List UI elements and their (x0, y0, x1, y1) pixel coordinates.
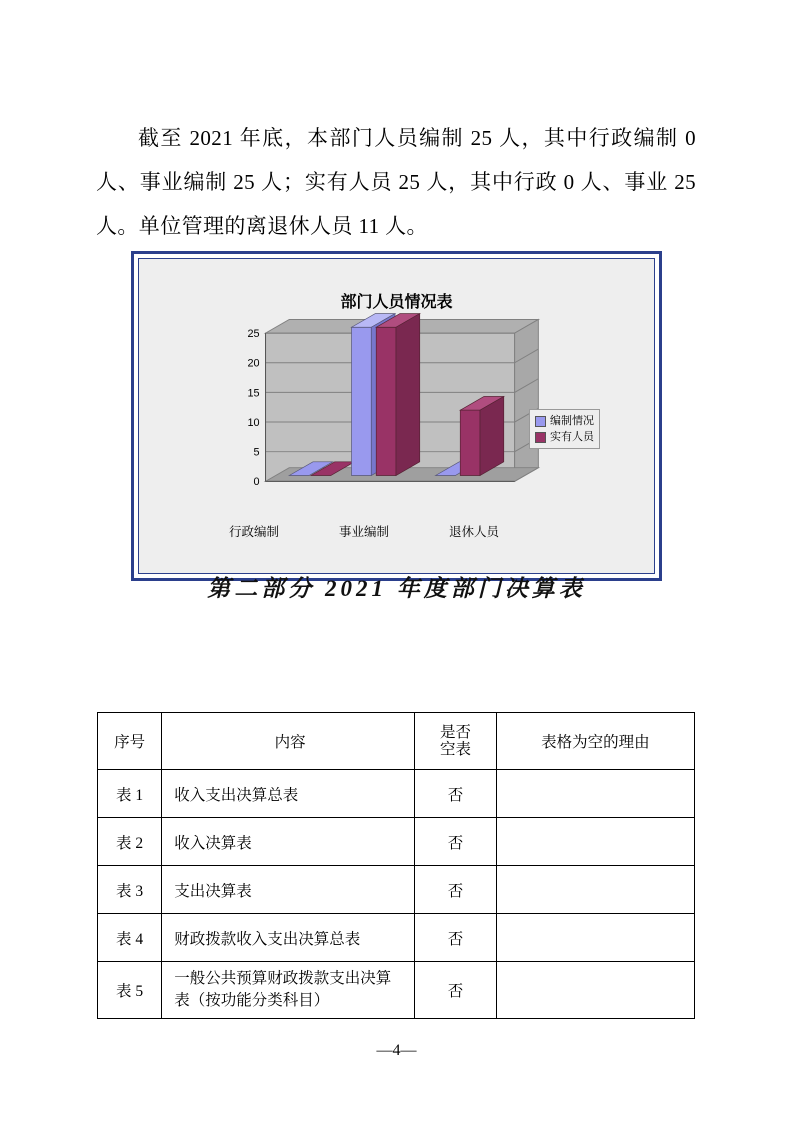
row-no: 表 5 (98, 962, 162, 1019)
table-header-row (98, 713, 695, 770)
row-content: 财政拨款收入支出决算总表 (162, 914, 415, 962)
category-label-1: 事业编制 (338, 525, 389, 539)
row-is-empty: 否 (415, 818, 497, 866)
row-reason (496, 914, 694, 962)
header-content: 内容 (162, 713, 415, 770)
legend-label: 实有人员 (550, 431, 594, 443)
header-is-empty (415, 713, 497, 770)
header-reason: 表格为空的理由 (496, 713, 694, 770)
row-content: 支出决算表 (162, 866, 415, 914)
section-heading: 第二部分 2021 年度部门决算表 (207, 576, 586, 601)
row-content: 收入决算表 (162, 818, 415, 866)
row-no: 表 4 (98, 914, 162, 962)
header-is-empty-line1: 是否 (439, 724, 471, 741)
row-no: 表 2 (98, 818, 162, 866)
svg-text:5: 5 (253, 446, 260, 459)
decision-tables-list (97, 712, 695, 1019)
legend-item-1 (535, 429, 594, 445)
legend-swatch-icon (535, 416, 546, 427)
table-row (98, 818, 695, 866)
chart-inner (138, 258, 655, 574)
header-no: 序号 (98, 713, 162, 770)
row-reason (496, 962, 694, 1019)
header-is-empty-line2: 空表 (439, 741, 471, 758)
row-is-empty: 否 (415, 770, 497, 818)
row-content: 一般公共预算财政拨款支出决算表（按功能分类科目） (162, 962, 415, 1019)
category-label-0: 行政编制 (228, 525, 279, 539)
row-no: 表 1 (98, 770, 162, 818)
table-row (98, 770, 695, 818)
category-label-2: 退休人员 (448, 525, 499, 539)
svg-text:25: 25 (247, 328, 260, 340)
svg-text:10: 10 (247, 417, 260, 429)
row-reason (496, 770, 694, 818)
row-reason (496, 866, 694, 914)
row-is-empty: 否 (415, 962, 497, 1019)
body-paragraph: 截至 2021 年底，本部门人员编制 25 人，其中行政编制 0 人、事业编制 25 人；实有人员 25 人，其中行政 0 人、事业 25 人。单位管理的离退休人员 11 人。 (96, 126, 696, 238)
row-reason (496, 818, 694, 866)
row-is-empty: 否 (415, 914, 497, 962)
row-no: 表 3 (98, 866, 162, 914)
table-row (98, 914, 695, 962)
legend-label: 编制情况 (550, 415, 594, 427)
svg-text:20: 20 (247, 357, 260, 370)
legend-swatch-icon (535, 432, 546, 443)
chart-category-labels (199, 522, 529, 540)
row-content: 收入支出决算总表 (162, 770, 415, 818)
svg-text:0: 0 (253, 476, 260, 489)
legend-item-0 (535, 413, 594, 429)
chart-frame (131, 251, 662, 581)
table-row (98, 866, 695, 914)
page-number: —4— (376, 1042, 417, 1059)
svg-text:15: 15 (247, 387, 260, 400)
chart-legend (529, 409, 600, 449)
table-row (98, 962, 695, 1019)
row-is-empty: 否 (415, 866, 497, 914)
chart-title: 部门人员情况表 (340, 294, 453, 311)
